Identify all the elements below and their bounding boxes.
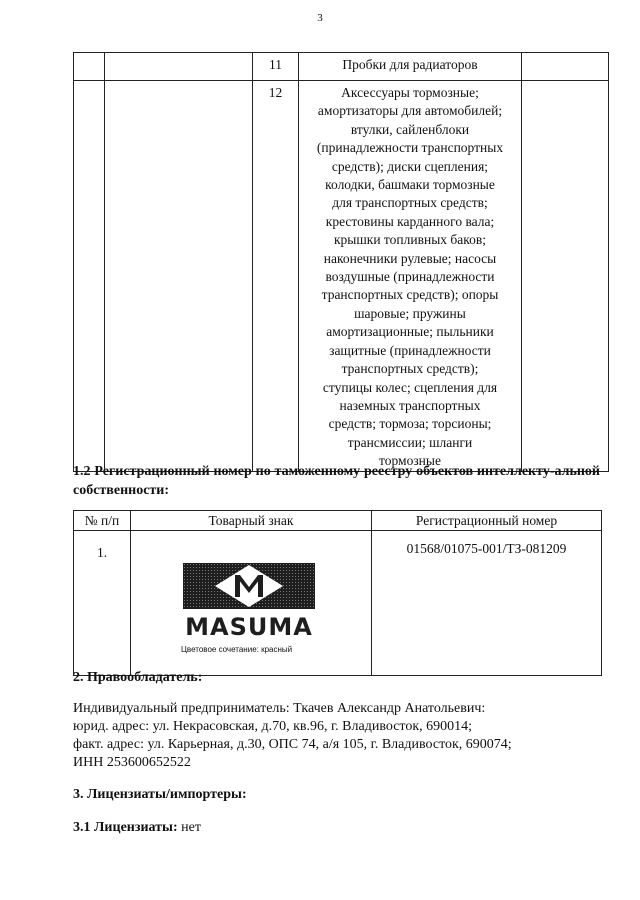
licensees-label: 3.1 Лицензиаты: [73,820,178,835]
empty-cell [522,81,609,472]
right-holder-line: факт. адрес: ул. Карьерная, д.30, ОПС 74, а/я 105, г. Владивосток, 690074; [73,737,512,752]
goods-line: тормозные [379,453,441,469]
table-row [74,53,609,81]
class-number: 11 [253,53,299,81]
goods-line: трансмиссии; шланги [347,434,473,450]
trademark-cell [131,531,372,676]
right-holder-line: Индивидуальный предприниматель: Ткачев Александр Анатольевич: [73,701,486,716]
registration-number: 01568/01075-001/ТЗ-081209 [372,531,602,676]
row-number: 1. [74,531,131,676]
licensees-line [73,819,600,837]
goods-line: средств; тормоза; торсионы; [328,416,492,432]
page-number: 3 [317,12,323,24]
goods-line: средств); диски сцепления; [331,158,489,174]
section-1-2-heading: 1.2 Регистрационный номер по таможенному реестру объектов интеллекту-альной собственности: [73,464,600,498]
goods-line: транспортных средств); [341,361,479,377]
right-holder-info [73,700,600,772]
empty-cell [74,81,105,472]
trademark-text: MASUMA [185,613,313,641]
column-header: Регистрационный номер [372,511,602,531]
goods-line: воздушные (принадлежности [325,269,495,285]
goods-line: наконечники рулевые; насосы [323,250,497,266]
licensees-value: нет [177,820,201,835]
right-holder-line: ИНН 253600652522 [73,755,191,770]
table-row [74,81,609,472]
goods-line: ступицы колес; сцепления для [322,379,498,395]
goods-line: колодки, башмаки тормозные [325,177,495,193]
goods-line: крышки топливных баков; [334,232,486,248]
goods-line: Аксессуары тормозные; [341,85,479,100]
table-row [74,531,602,676]
column-header: Товарный знак [131,511,372,531]
empty-cell [105,81,253,472]
table-header-row [74,511,602,531]
empty-cell [522,53,609,81]
color-note: Цветовое сочетание: красный [181,645,293,654]
registration-table [73,510,602,676]
masuma-logo-icon [181,561,317,641]
goods-line: амортизаторы для автомобилей; [317,103,503,119]
right-holder-line: юрид. адрес: ул. Некрасовская, д.70, кв.96, г. Владивосток, 690014; [73,719,473,734]
goods-table [73,52,609,472]
goods-line: втулки, сайленблоки [350,121,470,137]
goods-line: крестовины карданного вала; [325,213,495,229]
goods-line: защитные (принадлежности [329,342,491,358]
goods-line: наземных транспортных [339,397,481,413]
section-2-heading: 2. Правообладатель: [73,670,203,685]
goods-description: Пробки для радиаторов [299,53,522,81]
goods-line: для транспортных средств; [332,195,488,211]
class-number: 12 [253,81,299,472]
empty-cell [105,53,253,81]
section-3-heading: 3. Лицензиаты/импортеры: [73,787,247,802]
goods-description [299,81,522,472]
column-header: № п/п [74,511,131,531]
goods-line: амортизационные; пыльники [326,324,494,340]
empty-cell [74,53,105,81]
goods-line: транспортных средств); опоры [321,287,499,303]
goods-line: шаровые; пружины [354,305,466,321]
goods-line: (принадлежности транспортных [316,140,504,156]
